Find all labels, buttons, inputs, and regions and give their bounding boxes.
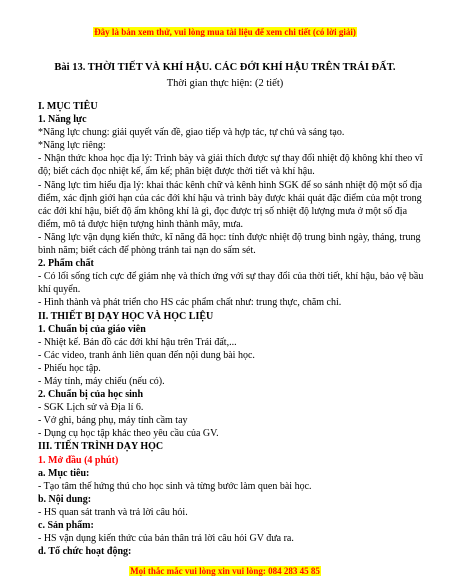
contact-text: Mọi thắc mắc vui lòng xin vui lòng: 084 283 45 85 bbox=[130, 566, 320, 576]
paragraph: - SGK Lịch sử và Địa lí 6. bbox=[38, 402, 144, 414]
paragraph: - Dụng cụ học tập khác theo yêu cầu của GV. bbox=[38, 428, 219, 440]
paragraph: *Năng lực riêng: bbox=[38, 140, 106, 152]
subsection-heading: d. Tổ chức hoạt động: bbox=[38, 546, 132, 558]
paragraph: - Nhận thức khoa học địa lý: Trình bày và giải thích được sự thay đổi nhiệt độ không khí theo vĩ độ; biết cách đọc nhiệt kế, ẩm kế; phân biệt được thời tiết và khí hậu. bbox=[38, 153, 423, 178]
paragraph: *Năng lực chung: giải quyết vấn đề, giao tiếp và hợp tác, tự chủ và sáng tạo. bbox=[38, 127, 345, 139]
subsection-heading: 2. Phẩm chất bbox=[38, 258, 94, 270]
paragraph: - Máy tính, máy chiếu (nếu có). bbox=[38, 375, 165, 387]
subsection-heading: 1. Năng lực bbox=[38, 114, 87, 126]
subsection-heading: 1. Chuẩn bị của giáo viên bbox=[38, 323, 146, 335]
paragraph: - Nhiệt kế. Bản đồ các đới khí hậu trên Trái đất,... bbox=[38, 336, 237, 348]
paragraph: - Vở ghi, bảng phụ, máy tính cầm tay bbox=[38, 415, 188, 427]
paragraph: - Tạo tâm thế hứng thú cho học sinh và từng bước làm quen bài học. bbox=[38, 480, 312, 492]
paragraph: - Năng lực tìm hiểu địa lý: khai thác kênh chữ và kênh hình SGK để so sánh nhiệt độ một số địa điểm, xác định giới hạn của các đới khí hậu và trình bày được khái quát đặc điểm của một trong các đới khí hậu, biết độ ẩm không khí là gì, đọc được trị số nhiệt độ lượng mưa ở một số địa điểm, mô tả được hiện tượng hình thành mây, mưa. bbox=[38, 179, 423, 230]
section-heading: III. TIẾN TRÌNH DẠY HỌC bbox=[38, 441, 164, 453]
lesson-duration: Thời gian thực hiện: (2 tiết) bbox=[166, 78, 284, 89]
paragraph: - HS vận dụng kiến thức của bản thân trả lời câu hỏi GV đưa ra. bbox=[38, 533, 294, 545]
paragraph: - Năng lực vận dụng kiến thức, kĩ năng đã học: tính được nhiệt độ trung bình ngày, tháng, trung bình năm; biết cách để phòng tránh tai nạn do sấm sét. bbox=[38, 231, 421, 257]
paragraph: - Các video, tranh ảnh liên quan đến nội dung bài học. bbox=[38, 349, 255, 361]
subsection-heading: a. Mục tiêu: bbox=[38, 467, 90, 479]
paragraph: - HS quan sát tranh và trả lời câu hỏi. bbox=[38, 506, 188, 518]
lesson-title: Bài 13. THỜI TIẾT VÀ KHÍ HẬU. CÁC ĐỚI KHÍ HẬU TRÊN TRÁI ĐẤT. bbox=[54, 62, 396, 73]
preview-notice-text: Đây là bản xem thử, vui lòng mua tài liệu để xem chi tiết (có lời giải) bbox=[94, 27, 356, 37]
lesson-content bbox=[38, 100, 424, 558]
paragraph: - Phiếu học tập. bbox=[38, 362, 101, 374]
section-heading: I. MỤC TIÊU bbox=[38, 101, 98, 112]
section-heading: II. THIẾT BỊ DẠY HỌC VÀ HỌC LIỆU bbox=[38, 310, 214, 322]
activity-heading: 1. Mở đầu (4 phút) bbox=[38, 454, 119, 466]
subsection-heading: c. Sản phẩm: bbox=[38, 520, 94, 531]
paragraph: - Có lối sống tích cực để giảm nhẹ và thích ứng với sự thay đổi của thời tiết, khí hậu, bảo vệ bầu khí quyển. bbox=[38, 271, 424, 296]
contact-banner bbox=[0, 561, 450, 579]
paragraph: - Hình thành và phát triển cho HS các phẩm chất như: trung thực, chăm chỉ. bbox=[38, 297, 342, 309]
preview-notice-banner bbox=[0, 22, 450, 40]
subsection-heading: 2. Chuẩn bị của học sinh bbox=[38, 389, 144, 401]
subsection-heading: b. Nội dung: bbox=[38, 493, 92, 505]
